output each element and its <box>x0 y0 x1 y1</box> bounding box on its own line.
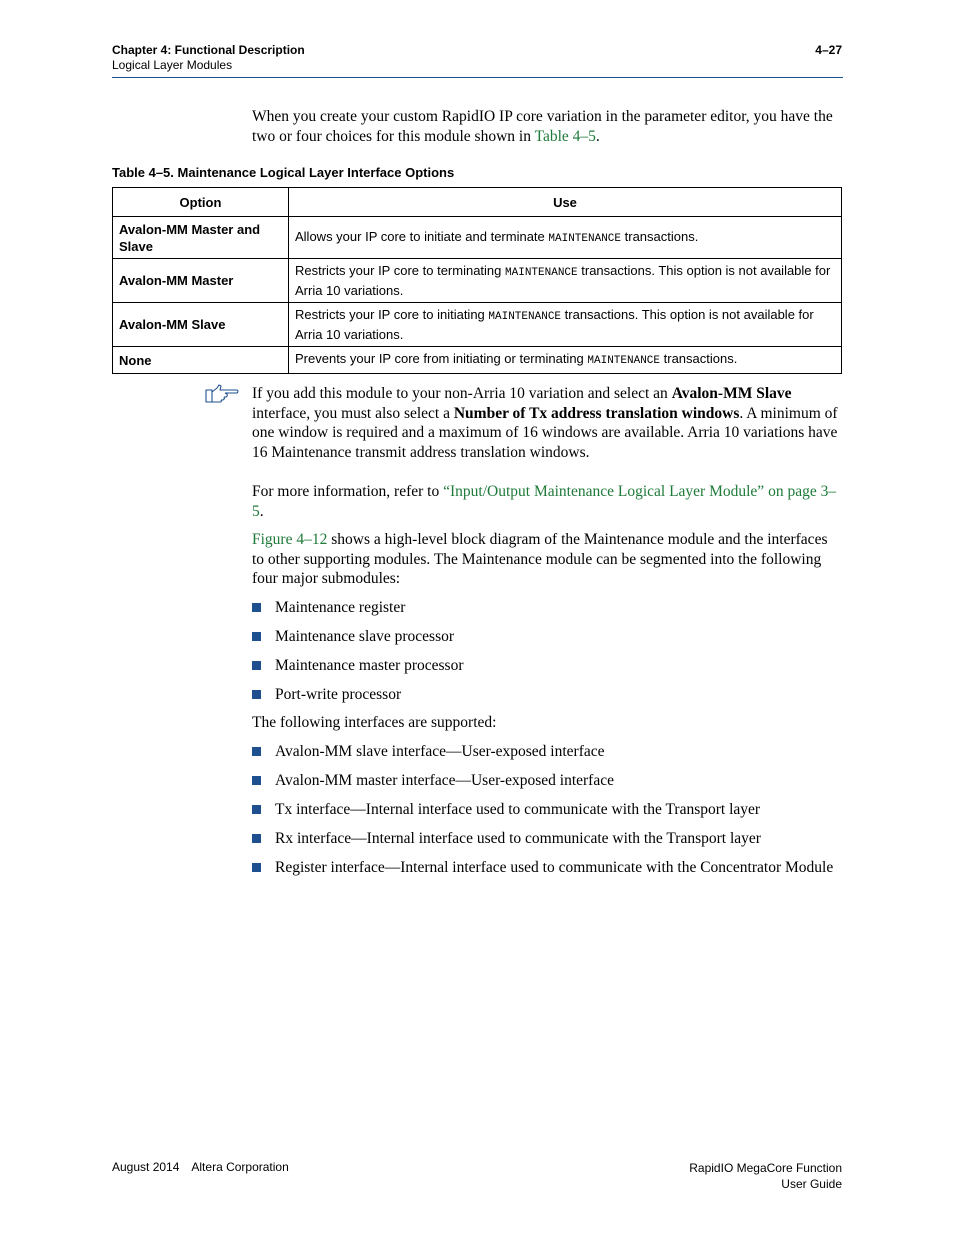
table-caption: Table 4–5. Maintenance Logical Layer Interface Options <box>112 165 455 180</box>
use-text: transactions. This option is not available for Arria 10 variations. <box>295 307 814 342</box>
list-item <box>252 829 842 849</box>
list-item <box>252 627 842 647</box>
interface-list-container <box>252 742 842 887</box>
list-item-text: Avalon-MM master interface—User-exposed interface <box>275 771 614 789</box>
use-text: Prevents your IP core from initiating or terminating <box>295 351 588 366</box>
bullet-square-icon <box>252 834 261 843</box>
use-cell <box>289 217 842 259</box>
header-divider <box>112 77 843 78</box>
table-4-5-link[interactable]: Table 4–5 <box>534 127 596 145</box>
chapter-title: Chapter 4: Functional Description <box>112 43 305 57</box>
submodule-list <box>252 598 842 705</box>
list-item-text: Maintenance master processor <box>275 656 464 674</box>
column-header-option: Option <box>113 188 289 217</box>
pointing-hand-icon <box>205 384 239 404</box>
note-bold-tx-windows: Number of Tx address translation windows <box>453 404 740 422</box>
use-cell <box>289 303 842 347</box>
list-item-text: Rx interface—Internal interface used to communicate with the Transport layer <box>275 829 761 847</box>
note-text: interface, you must also select a <box>252 404 454 422</box>
option-cell: Avalon-MM Master and Slave <box>113 217 289 259</box>
table-row <box>113 303 842 347</box>
list-item-text: Tx interface—Internal interface used to communicate with the Transport layer <box>275 800 761 818</box>
list-item <box>252 800 842 820</box>
figure-paragraph <box>252 530 842 589</box>
use-text: transactions. This option is not available for Arria 10 variations. <box>295 263 831 298</box>
use-cell <box>289 259 842 303</box>
table-row <box>113 259 842 303</box>
footer-doc-title: RapidIO MegaCore Function <box>689 1161 842 1175</box>
bullet-square-icon <box>252 805 261 814</box>
code-term: MAINTENANCE <box>548 232 622 245</box>
more-info-paragraph <box>252 482 842 521</box>
options-table <box>112 187 842 374</box>
interface-list <box>252 742 842 878</box>
intro-paragraph <box>252 107 842 146</box>
figure-paragraph-text: shows a high-level block diagram of the Maintenance module and the interfaces to other supporting modules. The Maintenance module can be segmented into the following four major submodules: <box>252 531 828 588</box>
page-footer-left <box>112 1160 289 1174</box>
page-footer-right <box>689 1160 842 1192</box>
footer-company: Altera Corporation <box>191 1160 289 1174</box>
bullet-square-icon <box>252 632 261 641</box>
page-number: 4–27 <box>815 43 842 57</box>
code-term: MAINTENANCE <box>587 355 661 367</box>
use-cell <box>289 347 842 374</box>
table-row <box>113 217 842 259</box>
interfaces-intro: The following interfaces are supported: <box>252 714 497 731</box>
figure-4-12-link[interactable]: Figure 4–12 <box>252 531 328 548</box>
section-title: Logical Layer Modules <box>112 58 233 72</box>
note-paragraph <box>252 384 842 462</box>
option-cell: Avalon-MM Master <box>113 259 289 303</box>
column-header-use: Use <box>289 188 842 217</box>
option-cell: Avalon-MM Slave <box>113 303 289 347</box>
list-item <box>252 858 842 878</box>
use-text: transactions. <box>660 351 738 366</box>
bullet-square-icon <box>252 603 261 612</box>
list-item-text: Maintenance slave processor <box>275 627 455 645</box>
note-text: . A minimum of one window is required and a maximum of 16 windows are available. Arria 10 variations have 16 Maintenance transmit address translation windows. <box>252 404 838 461</box>
note-text: If you add this module to your non-Arria 10 variation and select an <box>252 385 672 402</box>
intro-end: . <box>595 127 600 145</box>
submodule-list-container <box>252 598 842 714</box>
table-row <box>113 347 842 374</box>
bullet-square-icon <box>252 747 261 756</box>
list-item-text: Avalon-MM slave interface—User-exposed interface <box>275 743 605 760</box>
more-info-text: For more information, refer to <box>252 483 444 500</box>
note-bold-avalon-mm-slave: Avalon-MM Slave <box>671 385 792 402</box>
use-text: transactions. <box>621 228 699 244</box>
more-info-end: . <box>259 502 264 520</box>
io-maintenance-module-link[interactable]: “Input/Output Maintenance Logical Layer Module” on page 3–5 <box>252 483 837 520</box>
intro-text: When you create your custom RapidIO IP core variation in the parameter editor, you have the two or four choices for this module shown in <box>252 108 833 145</box>
list-item <box>252 656 842 676</box>
bullet-square-icon <box>252 661 261 670</box>
list-item <box>252 742 842 762</box>
list-item <box>252 598 842 618</box>
list-item-text: Register interface—Internal interface used to communicate with the Concentrator Module <box>275 858 834 876</box>
list-item-text: Maintenance register <box>275 599 406 616</box>
bullet-square-icon <box>252 690 261 699</box>
bullet-square-icon <box>252 776 261 785</box>
bullet-square-icon <box>252 863 261 872</box>
footer-doc-type: User Guide <box>781 1177 842 1191</box>
table-header-row <box>113 188 842 217</box>
option-cell: None <box>113 347 289 374</box>
code-term: MAINTENANCE <box>488 311 562 323</box>
use-text: Allows your IP core to initiate and terminate <box>295 228 549 244</box>
list-item-text: Port-write processor <box>275 685 402 703</box>
footer-date: August 2014 <box>112 1160 180 1174</box>
list-item <box>252 771 842 791</box>
use-text: Restricts your IP core to terminating <box>295 263 506 278</box>
page-header <box>112 43 305 73</box>
list-item <box>252 685 842 705</box>
use-text: Restricts your IP core to initiating <box>295 307 489 322</box>
code-term: MAINTENANCE <box>505 267 578 279</box>
